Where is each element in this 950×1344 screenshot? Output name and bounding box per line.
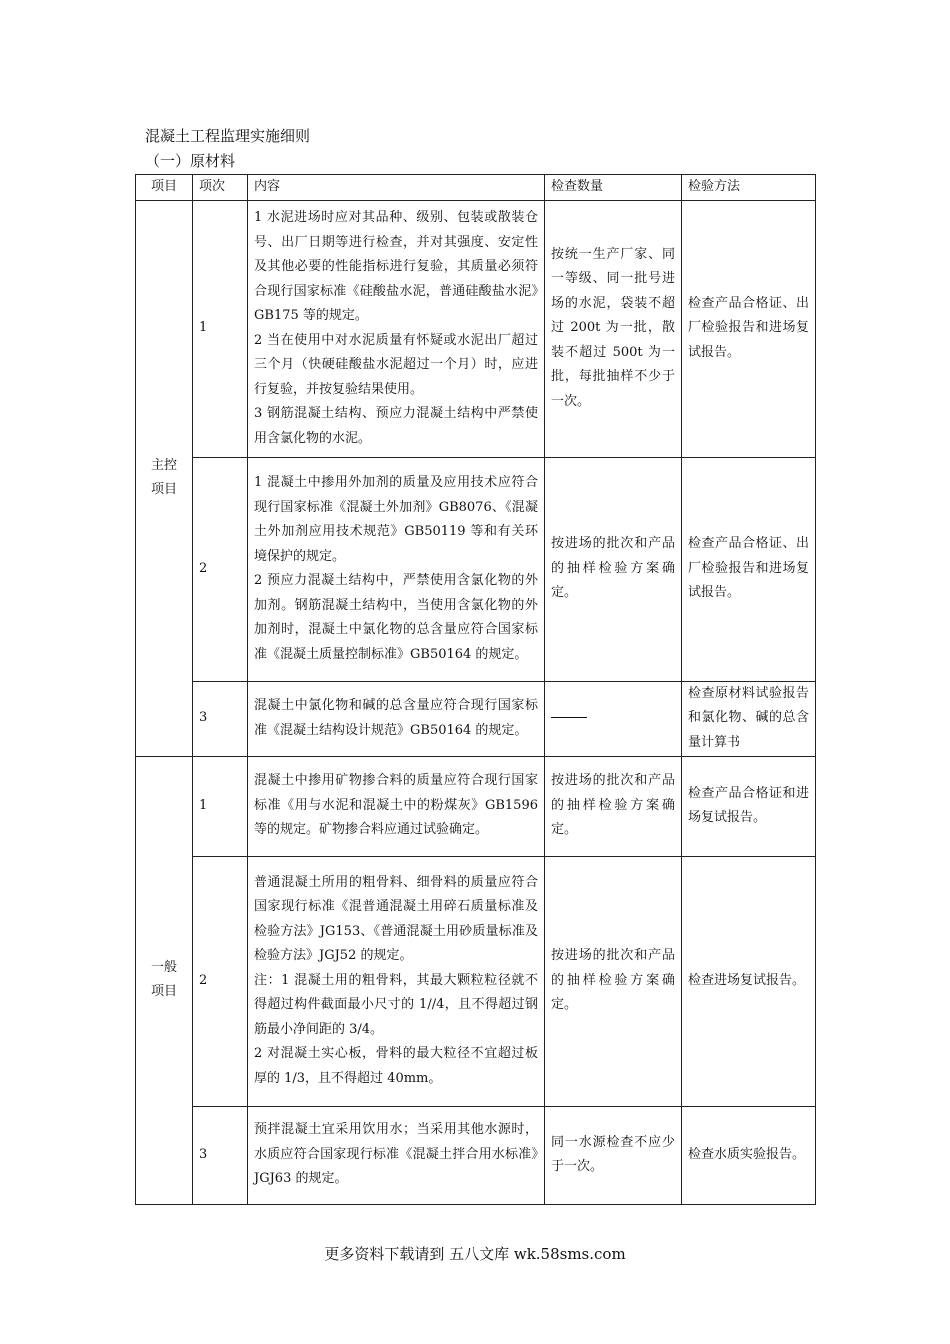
header-index: 项次	[193, 175, 248, 201]
row-number: 2	[193, 457, 248, 681]
row-method: 检查原材料试验报告和氯化物、碱的总含量计算书	[682, 681, 816, 756]
row-content	[248, 200, 545, 457]
content-paragraph: 混凝土中氯化物和碱的总含量应符合现行国家标准《混凝土结构设计规范》GB50164 的规定。	[254, 698, 538, 738]
content-paragraph: 1 水泥进场时应对其品种、级别、包装或散装仓号、出厂日期等进行检查，并对其强度、安定性及其他必要的性能指标进行复验，其质量必须符合现行国家标准《硅酸盐水泥，普通硅酸盐水泥》GB175 等的规定。	[254, 210, 538, 323]
content-paragraph: 混凝土中掺用矿物掺合料的质量应符合现行国家标准《用与水泥和混凝土中的粉煤灰》GB1596 等的规定。矿物掺合料应通过试验确定。	[254, 773, 538, 838]
category-main	[136, 200, 193, 756]
row-method: 检查产品合格证和进场复试报告。	[682, 756, 816, 856]
row-method: 检查水质实验报告。	[682, 1106, 816, 1204]
row-content	[248, 681, 545, 756]
header-quantity: 检查数量	[545, 175, 682, 201]
dash-mark	[551, 717, 587, 718]
content-paragraph: 1 混凝土中掺用外加剂的质量及应用技术应符合现行国家标准《混凝土外加剂》GB8076、《混凝土外加剂应用技术规范》GB50119 等和有关环境保护的规定。	[254, 475, 538, 564]
row-number: 3	[193, 681, 248, 756]
row-quantity-dash	[545, 681, 682, 756]
row-content	[248, 1106, 545, 1204]
row-quantity: 按进场的批次和产品的抽样检验方案确定。	[545, 856, 682, 1106]
content-paragraph: 3 钢筋混凝土结构、预应力混凝土结构中严禁使用含氯化物的水泥。	[254, 406, 538, 446]
table-row	[136, 756, 816, 856]
header-item: 项目	[136, 175, 193, 201]
row-quantity: 按统一生产厂家、同一等级、同一批号进场的水泥，袋装不超过 200t 为一批，散装不超过 500t 为一批，每批抽样不少于一次。	[545, 200, 682, 457]
category-line: 一般	[150, 959, 177, 975]
content-paragraph: 2 当在使用中对水泥质量有怀疑或水泥出厂超过三个月（快硬硅酸盐水泥超过一个月）时，应进行复验，并按复验结果使用。	[254, 332, 538, 397]
section-heading: （一）原材料	[145, 152, 236, 170]
table-row	[136, 681, 816, 756]
row-quantity: 按进场的批次和产品的抽样检验方案确定。	[545, 457, 682, 681]
row-method: 检查产品合格证、出厂检验报告和进场复试报告。	[682, 457, 816, 681]
content-paragraph: 预拌混凝土宜采用饮用水；当采用其他水源时，水质应符合国家现行标准《混凝土拌合用水标准》JGJ63 的规定。	[254, 1122, 538, 1187]
row-number: 1	[193, 756, 248, 856]
row-content	[248, 756, 545, 856]
content-paragraph: 2 对混凝土实心板，骨料的最大粒径不宜超过板厚的 1/3，且不得超过 40mm。	[254, 1046, 538, 1086]
category-general	[136, 756, 193, 1204]
content-paragraph: 普通混凝土所用的粗骨料、细骨料的质量应符合国家现行标准《混普通混凝土用碎石质量标准及检验方法》JG153、《普通混凝土用砂质量标准及检验方法》JGJ52 的规定。	[254, 874, 538, 964]
header-content: 内容	[248, 175, 545, 201]
row-quantity: 按进场的批次和产品的抽样检验方案确定。	[545, 756, 682, 856]
row-content	[248, 856, 545, 1106]
table-row	[136, 200, 816, 457]
table-row	[136, 1106, 816, 1204]
row-content	[248, 457, 545, 681]
row-number: 2	[193, 856, 248, 1106]
row-method: 检查进场复试报告。	[682, 856, 816, 1106]
category-line: 项目	[150, 482, 177, 497]
row-number: 1	[193, 200, 248, 457]
category-line: 项目	[150, 984, 177, 999]
row-number: 3	[193, 1106, 248, 1204]
category-line: 主控	[150, 457, 177, 473]
table-header-row	[136, 175, 816, 201]
row-quantity: 同一水源检查不应少于一次。	[545, 1106, 682, 1204]
table-row	[136, 457, 816, 681]
table-row	[136, 856, 816, 1106]
content-paragraph: 注：1 混凝土用的粗骨料，其最大颗粒粒径就不得超过构件截面最小尺寸的 1//4，且不得超过钢筋最小净间距的 3/4。	[254, 972, 538, 1037]
row-method: 检查产品合格证、出厂检验报告和进场复试报告。	[682, 200, 816, 457]
header-method: 检验方法	[682, 175, 816, 201]
materials-table	[135, 174, 816, 1205]
document-title: 混凝土工程监理实施细则	[145, 127, 311, 145]
content-paragraph: 2 预应力混凝土结构中，严禁使用含氯化物的外加剂。钢筋混凝土结构中，当使用含氯化物的外加剂时，混凝土中氯化物的总含量应符合国家标准《混凝土质量控制标准》GB50164 的规定。	[254, 573, 538, 662]
footer-note: 更多资料下载请到 五八文库 wk.58sms.com	[324, 1245, 626, 1263]
